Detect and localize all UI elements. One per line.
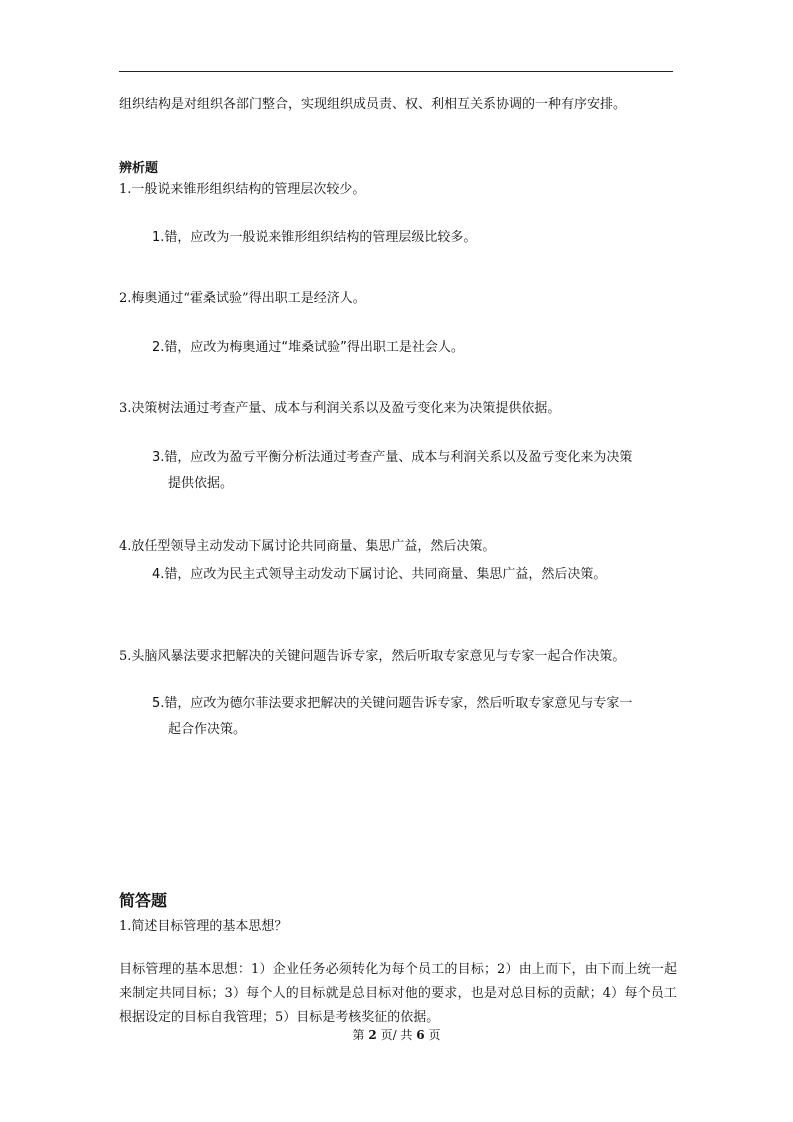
header-rule (119, 71, 673, 72)
question-5: 5.头脑风暴法要求把解决的关键问题告诉专家，然后听取专家意见与专家一起合作决策。 (119, 649, 626, 664)
answer-5 (152, 691, 677, 743)
answer-3 (152, 445, 677, 497)
answer-1: 1.错，应改为一般说来锥形组织结构的管理层级比较多。 (152, 230, 477, 245)
answer-3-line-1: 3.错，应改为盈亏平衡分析法通过考查产量、成本与利润关系以及盈亏变化来为决策 (152, 450, 633, 465)
footer-current-page: 2 (368, 1028, 377, 1042)
short-answer-1: 目标管理的基本思想：1）企业任务必须转化为每个员工的目标；2）由上而下，由下而上统一起来制定共同目标；3）每个人的目标就是总目标对他的要求，也是对总目标的贡献；4）每个员工根据设定的目标自我管理；5）目标是考核奖征的依据。 (119, 962, 677, 1025)
footer-suffix: 页 (428, 1028, 441, 1042)
question-3: 3.决策树法通过考查产量、成本与利润关系以及盈亏变化来为决策提供依据。 (119, 401, 561, 416)
question-1: 1.一般说来锥形组织结构的管理层次较少。 (119, 182, 366, 197)
question-4: 4.放任型领导主动发动下属讨论共同商量、集思广益，然后决策。 (119, 539, 496, 554)
short-question-1: 1.简述目标管理的基本思想？ (119, 919, 288, 934)
question-2: 2.梅奥通过“霍桑试验”得出职工是经济人。 (119, 291, 366, 306)
answer-5-line-1: 5.错，应改为德尔菲法要求把解决的关键问题告诉专家，然后听取专家意见与专家一 (152, 696, 633, 711)
answer-2: 2.错，应改为梅奥通过“堆桑试验”得出职工是社会人。 (152, 340, 464, 355)
intro-paragraph: 组织结构是对组织各部门整合，实现组织成员责、权、利相互关系协调的一种有序安排。 (119, 97, 627, 112)
footer-prefix: 第 (352, 1028, 365, 1042)
footer-middle: 页/ 共 (380, 1028, 413, 1042)
answer-5-line-2: 起合作决策。 (168, 722, 247, 737)
answer-4: 4.错，应改为民主式领导主动发动下属讨论、共同商量、集思广益，然后决策。 (152, 567, 607, 582)
answer-3-line-2: 提供依据。 (168, 476, 234, 491)
section-title-analysis: 辨析题 (119, 161, 159, 176)
section-title-short-answer: 简答题 (119, 891, 168, 910)
page-footer (0, 1026, 793, 1043)
footer-total-pages: 6 (416, 1028, 425, 1042)
